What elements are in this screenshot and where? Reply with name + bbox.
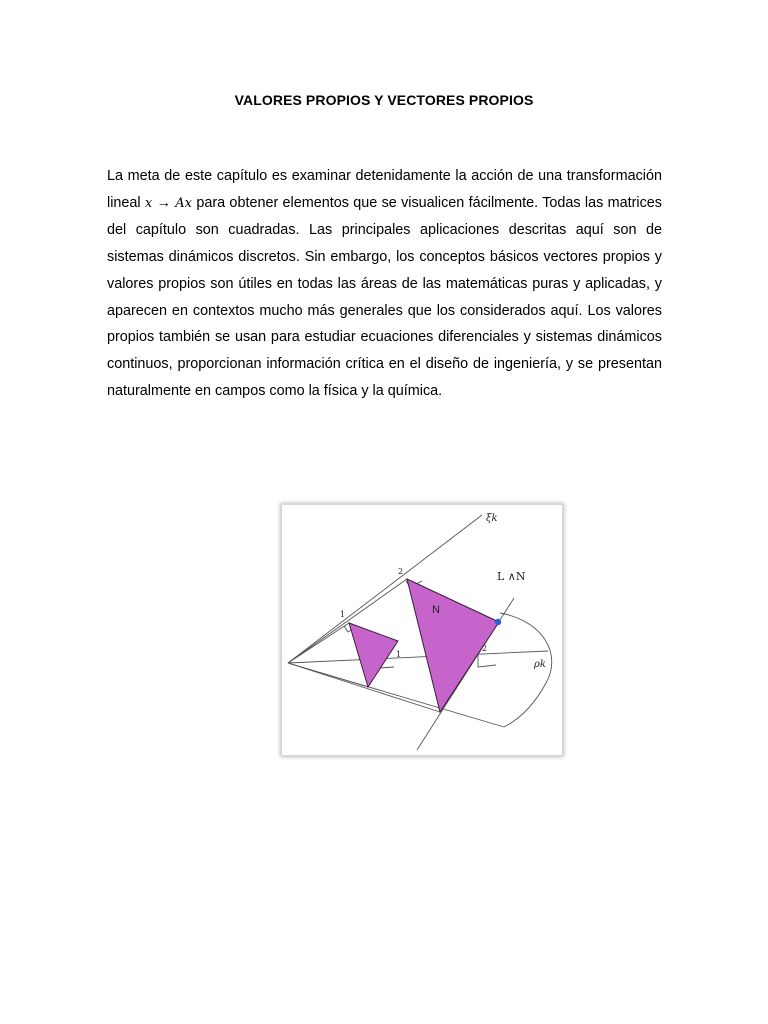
label-1-mid: 1 xyxy=(396,650,402,659)
label-1-top: 1 xyxy=(340,610,346,619)
label-xi: ξk xyxy=(486,513,498,524)
arc-curve xyxy=(500,613,552,727)
label-rho: ρk xyxy=(534,659,546,670)
label-n: N xyxy=(432,604,440,616)
geometry-diagram xyxy=(282,505,562,755)
small-triangle xyxy=(349,623,398,687)
label-lambda-n: L ∧N xyxy=(497,570,526,583)
body-paragraph xyxy=(107,163,662,404)
ray-rho xyxy=(288,651,548,663)
paragraph-text-before-math: La meta de este capítulo es examinar detenidamente la acción de una transformación lineal xyxy=(107,168,662,211)
math-ax: Ax xyxy=(175,195,193,211)
label-2-mid: 2 xyxy=(482,644,488,653)
page-title: VALORES PROPIOS Y VECTORES PROPIOS xyxy=(234,92,534,108)
paragraph-text-after-math: para obtener elementos que se visualicen fácilmente. Todas las matrices del capítulo son cuadradas. Las principales aplicaciones descritas aquí son de sistemas dinámicos discretos. Sin embargo, los conceptos básicos vectores propios y valores propios son útiles en todas las áreas de las matemáticas puras y aplicadas, y aparecen en contextos mucho más generales que los considerados aquí. Los valores propios también se usan para estudiar ecuaciones diferenciales y sistemas dinámicos continuos, proporcionan información crítica en el diseño de ingeniería, y se presentan naturalmente en campos como la física y la química. xyxy=(107,194,662,399)
ray-out xyxy=(288,663,504,727)
math-x: x xyxy=(144,195,153,211)
geometry-figure xyxy=(282,505,562,755)
math-arrow: → xyxy=(156,194,171,211)
right-angle-mark-4 xyxy=(478,653,496,667)
label-2-top: 2 xyxy=(398,567,404,576)
intersection-point xyxy=(495,619,501,625)
